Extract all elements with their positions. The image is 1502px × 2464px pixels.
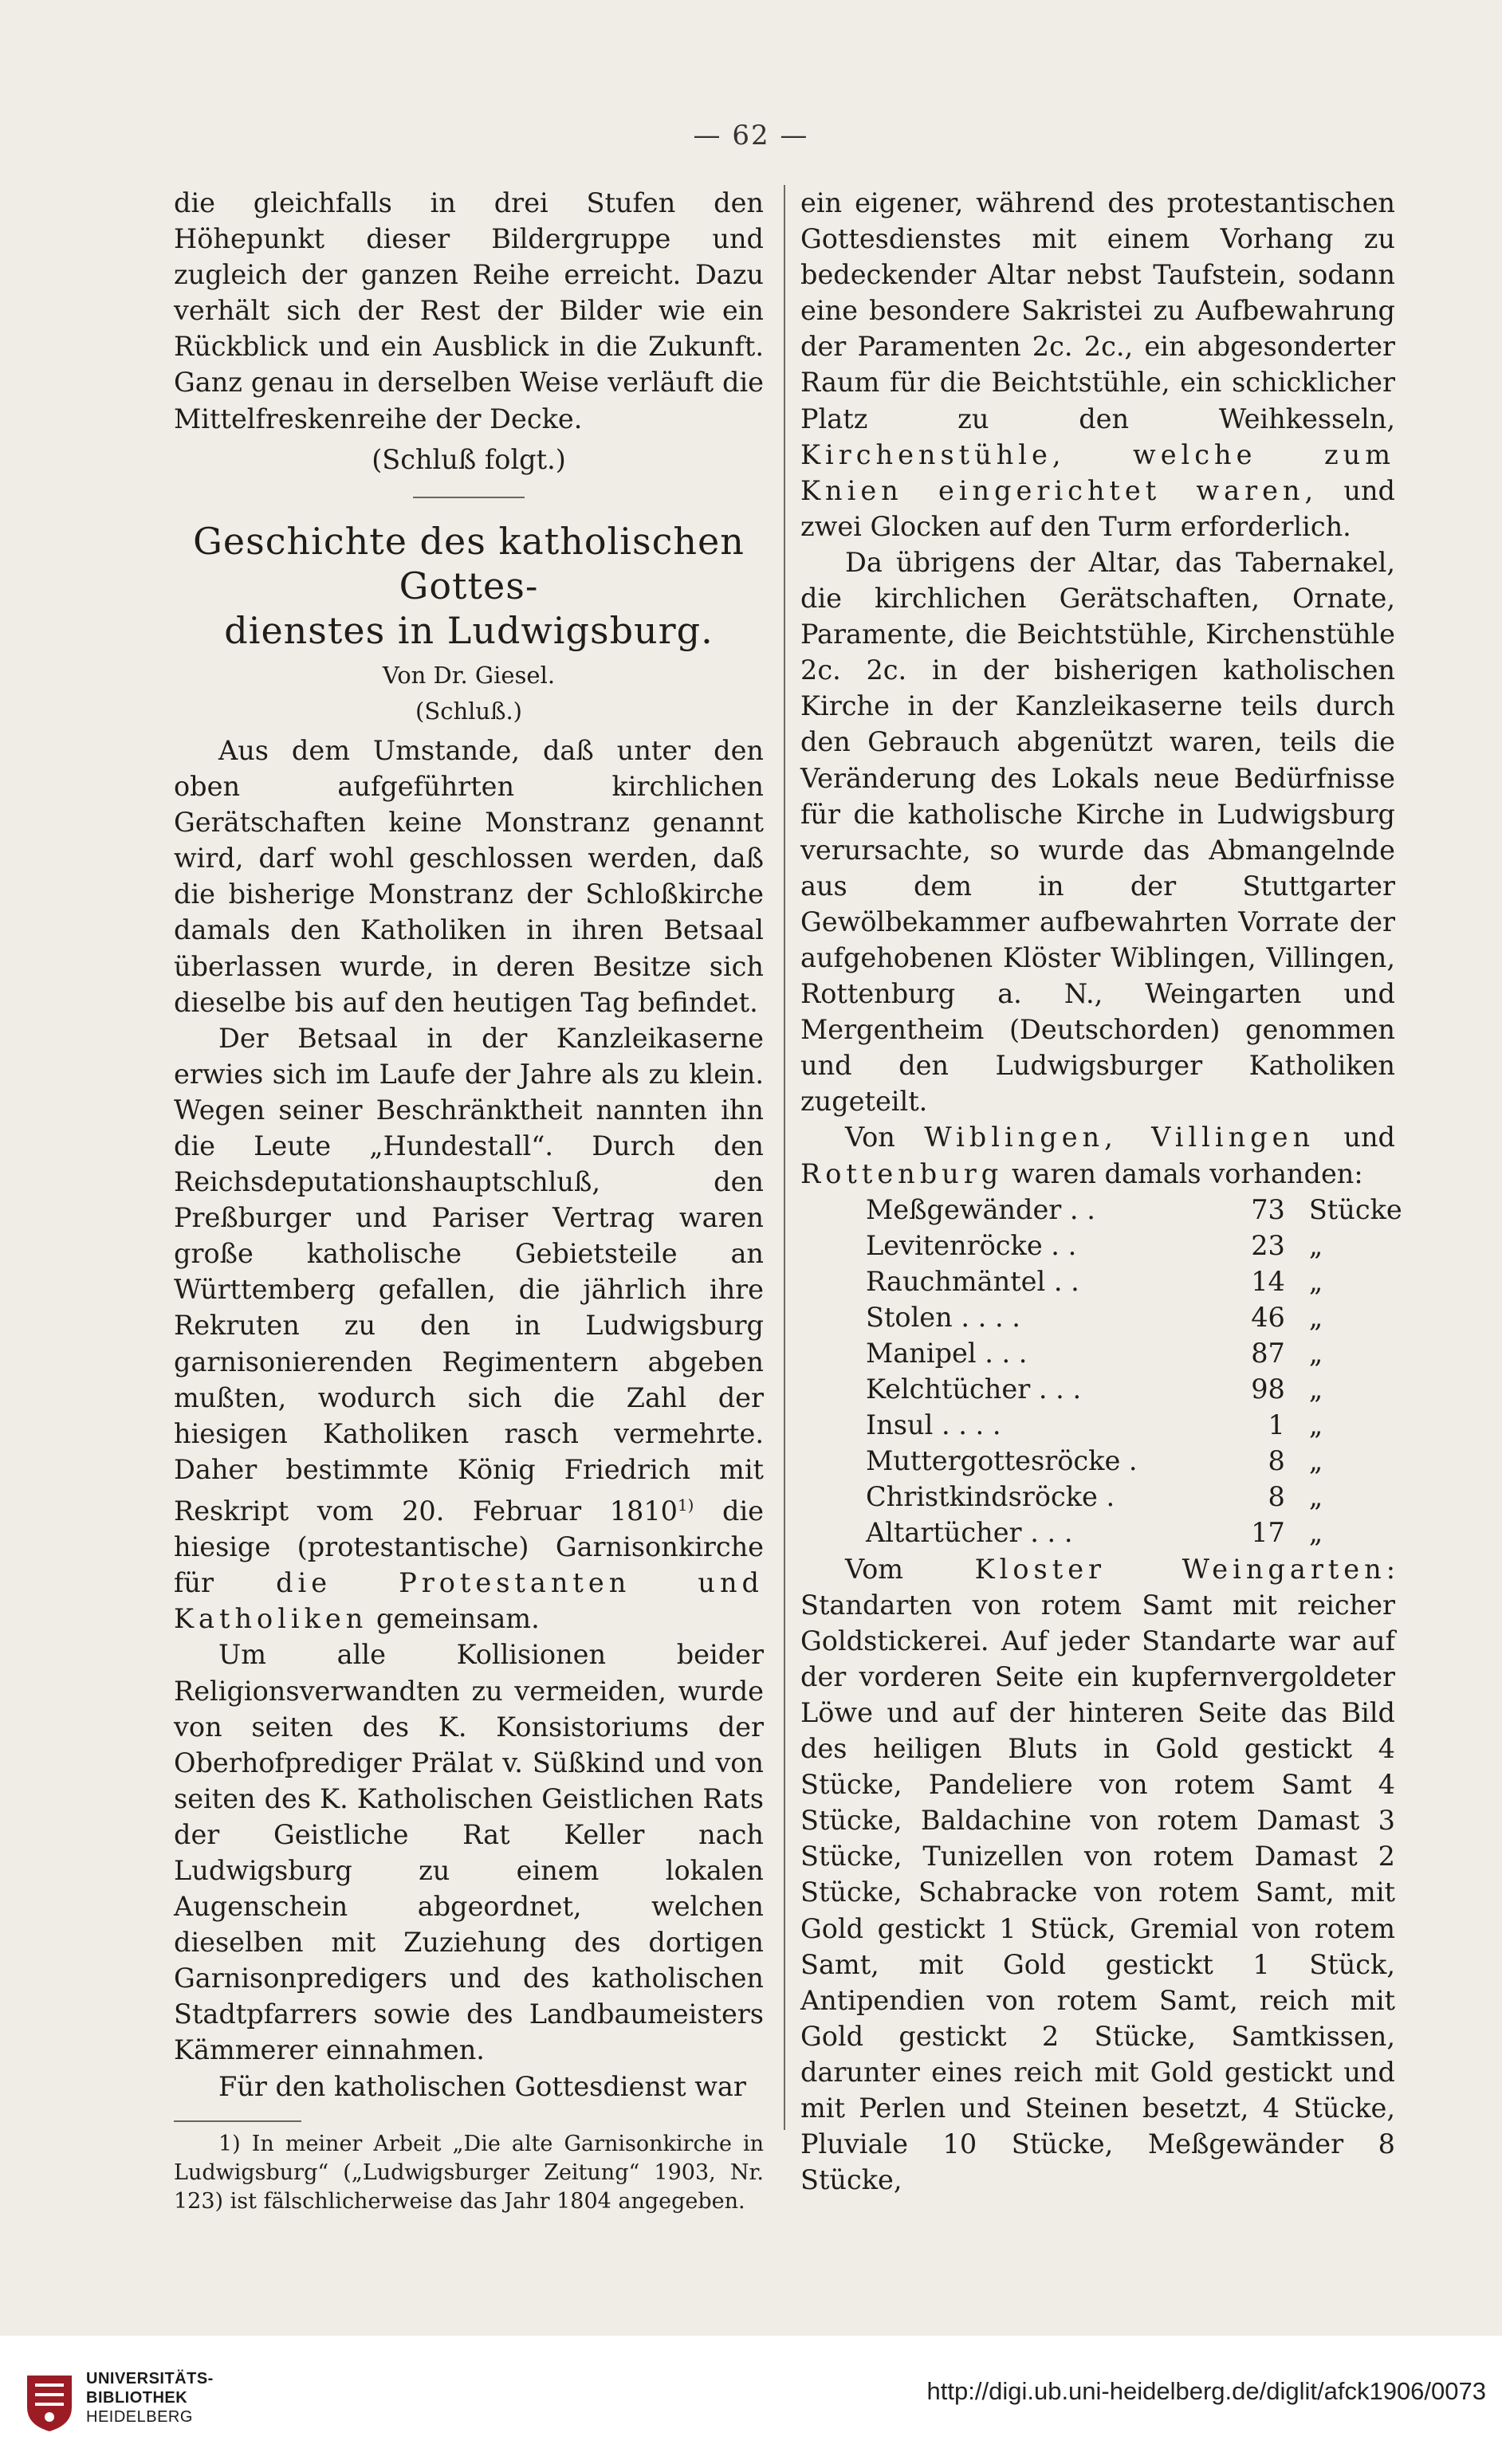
body-paragraph: Aus dem Umstande, daß unter den oben aufgeführten kirchlichen Gerätschaften keine Monstranz genannt wird, darf wohl geschlossen werden, daß die bisherige Monstranz der Schloßkirche damals den Katholiken in ihren Betsaal überlassen wurde, in deren Besitze sich dieselbe bis auf den heutigen Tag befindet. [174, 734, 764, 1018]
inventory-unit: „ [1308, 1229, 1323, 1261]
inventory-row [866, 1371, 1461, 1407]
library-logo[interactable] [24, 2368, 263, 2439]
article-title [174, 519, 764, 653]
inventory-unit: „ [1308, 1409, 1323, 1441]
inventory-unit: „ [1308, 1517, 1323, 1549]
footnote-marker[interactable]: 1) [677, 1495, 694, 1515]
section-divider [413, 497, 525, 498]
inventory-name: Insul . . . . [866, 1409, 1001, 1441]
inventory-name: Kelchtücher . . . [866, 1373, 1082, 1405]
body-paragraph: Der Betsaal in der Kanzleikaserne erwies sich im Laufe der Jahre als zu klein. Wegen seiner Beschränktheit nannten ihn die Leute „Hundestall“. Durch den Reichsdeputationshauptschluß, den Preßburger und Pariser Vertrag waren große katholische Gebietsteile an Württemberg gefallen, die jährlich ihre Rekruten zu den in Ludwigsburg garnisonierenden Regimentern abgeben mußten, wodurch sich die Zahl der hiesigen Katholiken rasch vermehrte. Daher bestimmte König Friedrich mit Reskript vom 20. Februar 1810$^{1)}$ die hiesige (protestantische) Garnisonkirche für die Protestanten und Katholiken gemeinsam. [174, 1022, 764, 1635]
to-be-concluded: (Schluß folgt.) [372, 443, 566, 475]
inventory-name: Rauchmäntel . . [866, 1265, 1079, 1297]
inventory-name: Meßgewänder . . [866, 1193, 1095, 1225]
subtitle: (Schluß.) [415, 697, 522, 725]
inventory-row [866, 1407, 1461, 1443]
body-paragraph: Um alle Kollisionen beider Religionsverwandten zu vermeiden, wurde von seiten des K. Konsistoriums der Oberhofprediger Prälat v. Süßkind und von seiten des K. Katholischen Geistlichen Rats der Geistliche Rat Keller nach Ludwigsburg zu einem lokalen Augenschein abgeordnet, welchen dieselben mit Zuziehung des dortigen Garnisonpredigers und des katholischen Stadtpfarrers sowie des Landbaumeisters Kämmerer einnahmen. [174, 1639, 764, 2066]
inventory-unit: „ [1308, 1265, 1323, 1297]
inventory-count: 87 [1251, 1338, 1285, 1369]
inventory-row [866, 1515, 1461, 1550]
byline: Von Dr. Giesel. [382, 661, 556, 689]
footnote: 1) In meiner Arbeit „Die alte Garnisonkirche in Ludwigsburg“ („Ludwigsburger Zeitung“ 1903, Nr. 123) ist fälschlicherweise das Jahr 1804 angegeben. [174, 2131, 764, 2214]
body-paragraph: ein eigener, während des protestantischen Gottesdienstes mit einem Vorhang zu bedeckender Altar nebst Taufstein, sodann eine besondere Sakristei zu Aufbewahrung der Paramenten 2c. 2c., ein abgesonderter Raum für die Beichtstühle, ein schicklicher Platz zu den Weihkesseln, Kirchenstühle, welche zum Knien eingerichtet waren, und zwei Glocken auf den Turm erforderlich. [800, 187, 1395, 542]
inventory-row [866, 1335, 1461, 1371]
inventory-unit: „ [1308, 1481, 1323, 1513]
library-name: UNIVERSITÄTS- BIBLIOTHEK HEIDELBERG [86, 2370, 214, 2426]
inventory-unit: „ [1308, 1373, 1323, 1405]
inventory-name: Altartücher . . . [866, 1517, 1073, 1549]
footnote-divider [174, 2120, 301, 2122]
inventory-row [866, 1228, 1461, 1263]
inventory-unit: Stücke [1308, 1193, 1402, 1225]
left-column [174, 185, 764, 2216]
inventory-unit: „ [1308, 1445, 1323, 1477]
inventory-row [866, 1192, 1461, 1228]
inventory-name: Stolen . . . . [866, 1301, 1020, 1333]
article-title-line-1: Geschichte des katholischen Gottes- [193, 519, 745, 607]
inventory-count: 8 [1268, 1445, 1285, 1477]
intro-paragraph: die gleichfalls in drei Stufen den Höhepunkt dieser Bildergruppe und zugleich der ganzen Reihe erreicht. Dazu verhält sich der Rest der Bilder wie ein Rückblick und ein Ausblick in die Zukunft. Ganz genau in derselben Weise verläuft die Mittelfreskenreihe der Decke. [174, 187, 764, 434]
body-paragraph: Da übrigens der Altar, das Tabernakel, die kirchlichen Gerätschaften, Ornate, Paramente, die Beichtstühle, Kirchenstühle 2c. 2c. in der bisherigen katholischen Kirche in der Kanzleikaserne teils durch den Gebrauch abgenützt waren, teils die Veränderung des Lokals neue Bedürfnisse für die katholische Kirche in Ludwigsburg verursachte, so wurde das Abmangelnde aus dem in der Stuttgarter Gewölbekammer aufbewahrten Vorrate der aufgehobenen Klöster Wiblingen, Villingen, Rottenburg a. N., Weingarten und Mergentheim (Deutschorden) genommen und den Ludwigsburger Katholiken zugeteilt. [800, 546, 1395, 1118]
body-paragraph: Vom Kloster Weingarten: Standarten von rotem Samt mit reicher Goldstickerei. Auf jeder Standarte war auf der vorderen Seite ein kupfernvergoldeter Löwe und auf der hinteren Seite das Bild des heiligen Bluts in Gold gestickt 4 Stücke, Pandeliere von rotem Samt 4 Stücke, Baldachine von rotem Damast 3 Stücke, Tunizellen von rotem Damast 2 Stücke, Schabracke von rotem Samt, mit Gold gestickt 1 Stück, Gremial von rotem Samt, mit Gold gestickt 1 Stück, Antipendien von rotem Samt, reich mit Gold gestickt 2 Stücke, Samtkissen, darunter eines reich mit Gold gestickt und mit Perlen und Steinen besetzt, 4 Stücke, Pluviale 10 Stücke, Meßgewänder 8 Stücke, [800, 1553, 1395, 2196]
inventory-count: 73 [1251, 1193, 1285, 1225]
inventory-row [866, 1479, 1461, 1515]
inventory-count: 46 [1251, 1301, 1285, 1333]
library-seal-icon [24, 2372, 75, 2433]
inventory-name: Muttergottesröcke . [866, 1445, 1138, 1477]
page-number: — 62 — [693, 120, 809, 151]
inventory-count: 1 [1268, 1409, 1285, 1441]
inventory-row [866, 1263, 1461, 1299]
inventory-name: Manipel . . . [866, 1338, 1028, 1369]
right-column [800, 185, 1402, 2198]
inventory-count: 8 [1268, 1481, 1285, 1513]
inventory-unit: „ [1308, 1301, 1323, 1333]
inventory-table [866, 1192, 1461, 1551]
inventory-count: 17 [1251, 1517, 1285, 1549]
body-paragraph: Für den katholischen Gottesdienst war [218, 2070, 746, 2102]
inventory-count: 14 [1251, 1265, 1285, 1297]
inventory-unit: „ [1308, 1338, 1323, 1369]
inventory-name: Levitenröcke . . [866, 1229, 1077, 1261]
inventory-name: Christkindsröcke . [866, 1481, 1115, 1513]
inventory-count: 98 [1251, 1373, 1285, 1405]
viewer-footer [0, 2336, 1502, 2464]
inventory-count: 23 [1251, 1229, 1285, 1261]
inventory-row [866, 1299, 1461, 1335]
column-divider [784, 185, 785, 2130]
source-url[interactable]: http://digi.ub.uni-heidelberg.de/diglit/afck1906/0073 [926, 2377, 1486, 2405]
inventory-row [866, 1443, 1461, 1479]
body-paragraph: Von Wiblingen, Villingen und Rottenburg waren damals vorhanden: [800, 1122, 1395, 1189]
article-title-line-2: dienstes in Ludwigsburg. [224, 608, 714, 652]
